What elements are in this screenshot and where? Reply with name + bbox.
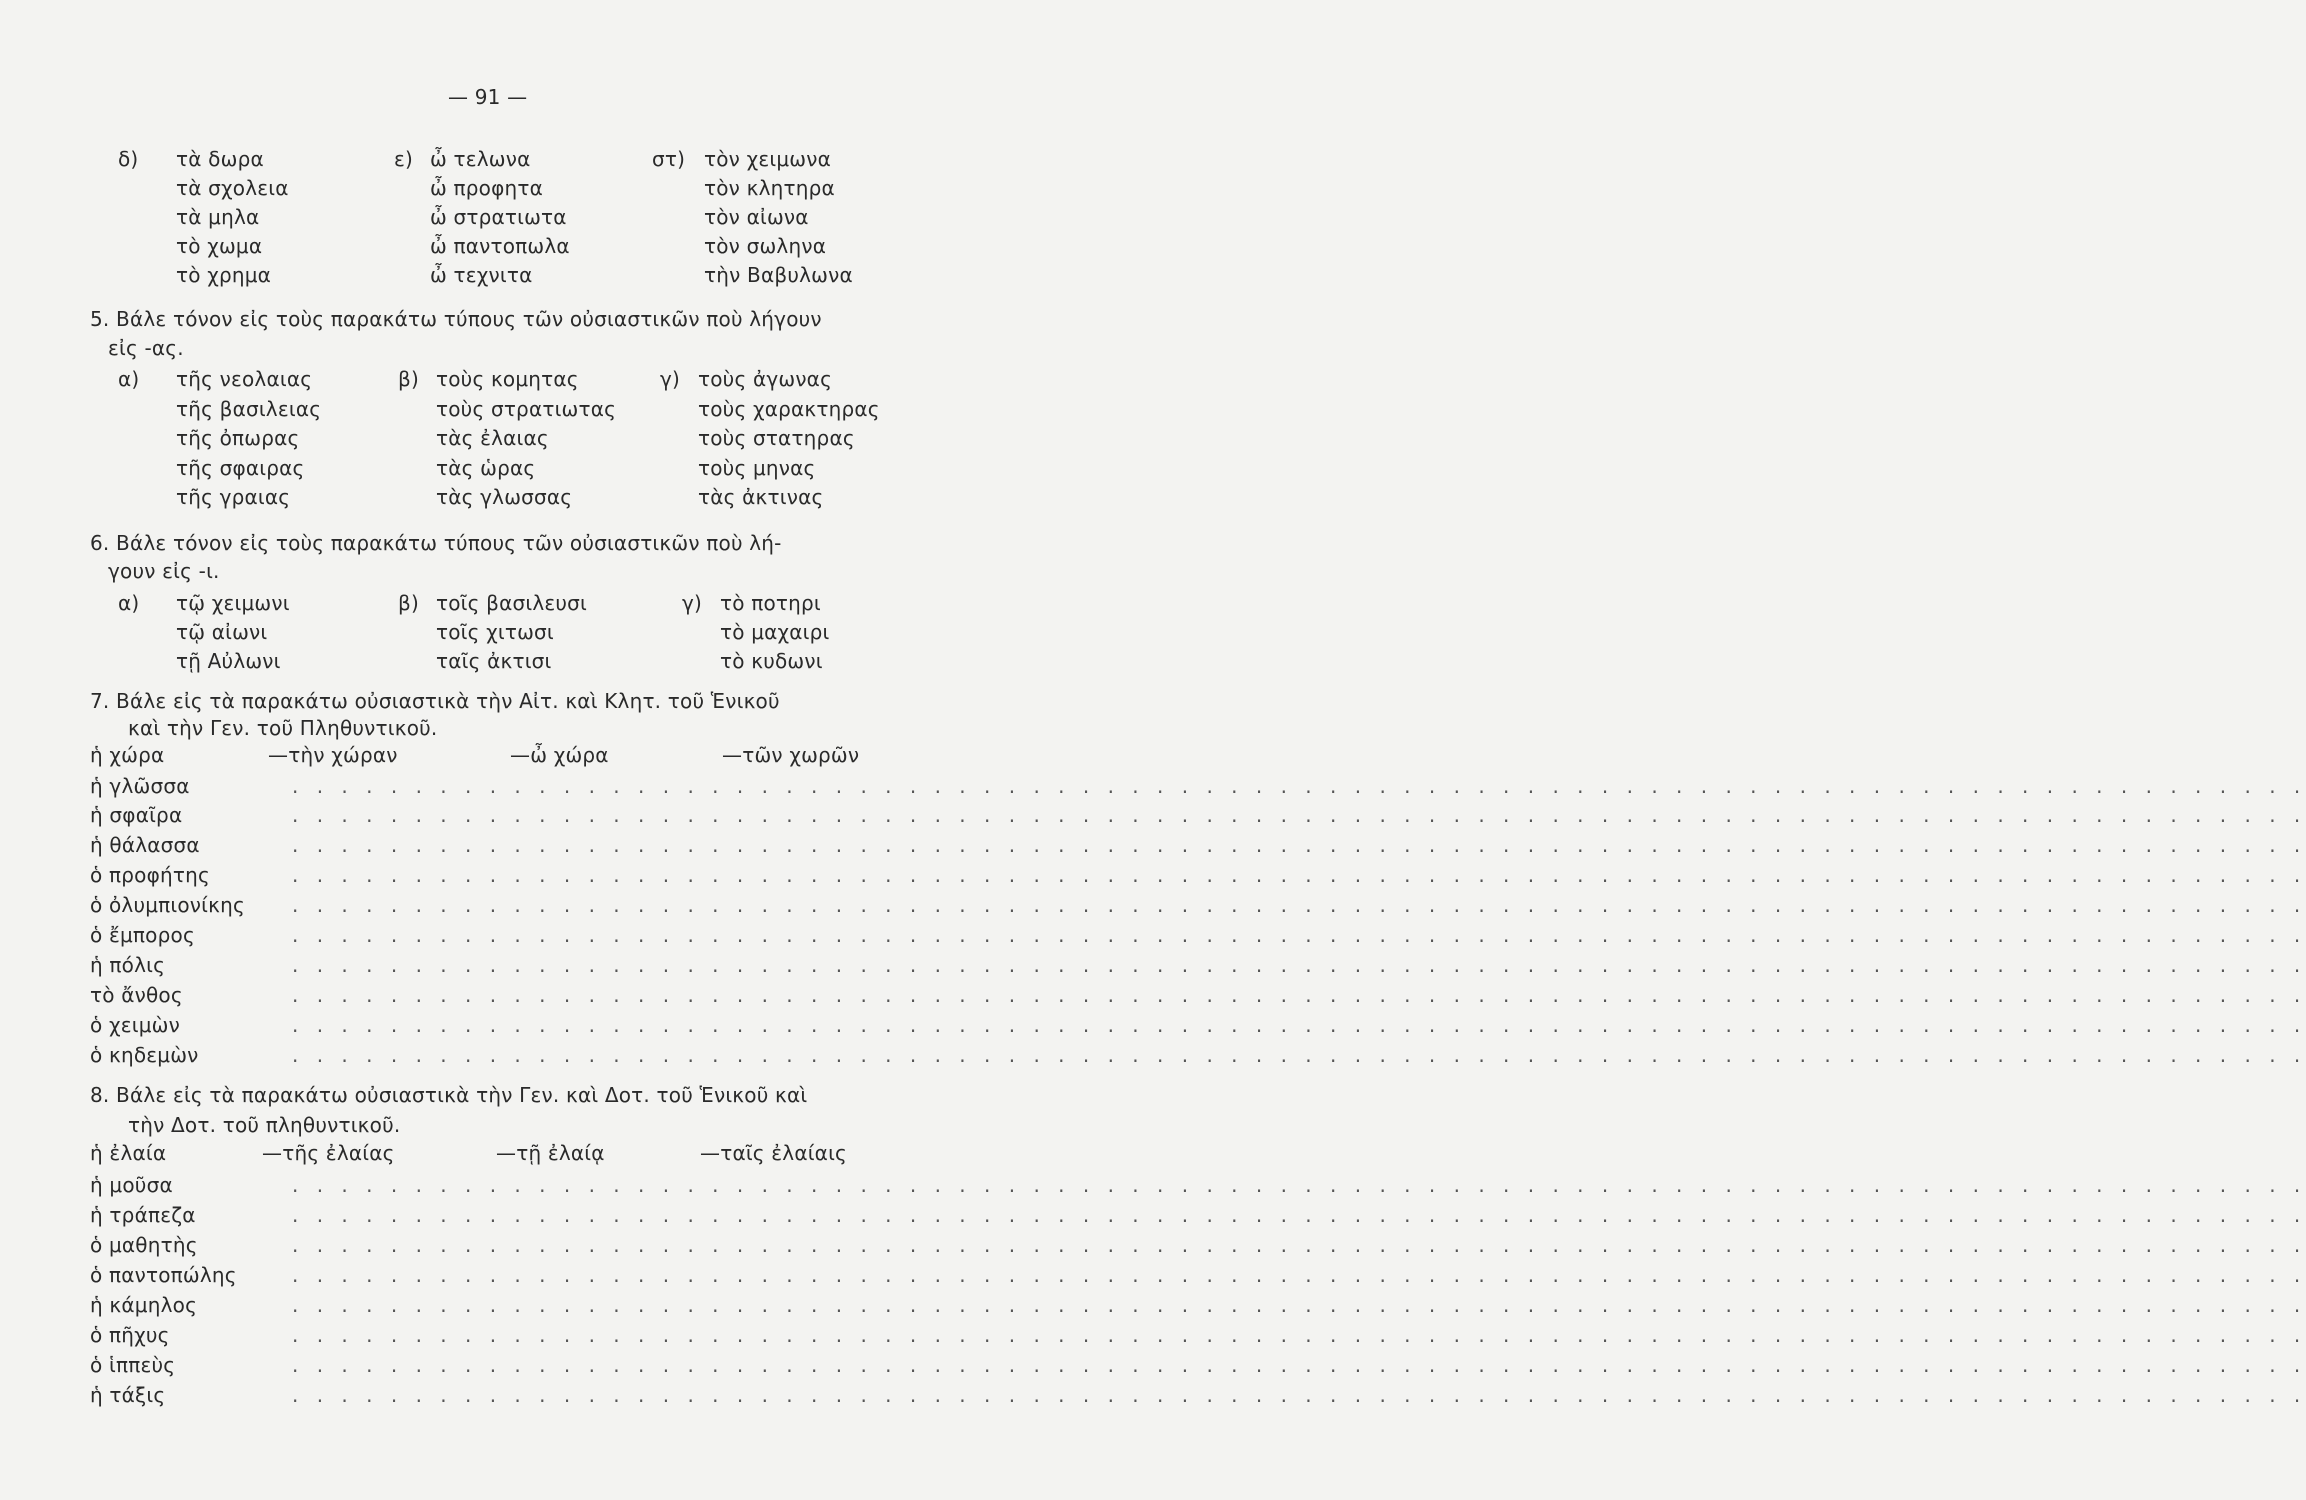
ex7-answer-line[interactable]: . . . . . . . . . . . . . . . . . . . . . . . . . . . . . . . . . . . . . . . . . . . . . . . . . . . . . . . . . . . . . . . . . . . . . . . . . . . . . . . . . . xyxy=(292,953,2306,977)
ex7-answer-line[interactable]: . . . . . . . . . . . . . . . . . . . . . . . . . . . . . . . . . . . . . . . . . . . . . . . . . . . . . . . . . . . . . . . . . . . . . . . . . . . . . . . . . . xyxy=(292,1043,2306,1067)
ex7-example-answer: —ὦ χώρα xyxy=(510,743,609,767)
ex5-b-item: τὰς ἐλαιας xyxy=(436,426,549,450)
ex8-answer-line[interactable]: . . . . . . . . . . . . . . . . . . . . . . . . . . . . . . . . . . . . . . . . . . . . . . . . . . . . . . . . . . . . . . . . . . . . . . . . . . . . . . . . . . xyxy=(292,1323,2306,1347)
ex4-st-label: στ) xyxy=(652,147,686,171)
ex7-answer-line[interactable]: . . . . . . . . . . . . . . . . . . . . . . . . . . . . . . . . . . . . . . . . . . . . . . . . . . . . . . . . . . . . . . . . . . . . . . . . . . . . . . . . . . xyxy=(292,983,2306,1007)
ex4-st-item: τὸν αἰωνα xyxy=(704,205,809,229)
ex4-e-item: ὦ τεχνιτα xyxy=(430,263,533,287)
ex6-c-item: τὸ ποτηρι xyxy=(720,591,821,615)
ex8-word: ὁ πῆχυς xyxy=(90,1323,170,1347)
ex6-a-label: α) xyxy=(118,591,140,615)
ex8-answer-line[interactable]: . . . . . . . . . . . . . . . . . . . . . . . . . . . . . . . . . . . . . . . . . . . . . . . . . . . . . . . . . . . . . . . . . . . . . . . . . . . . . . . . . . xyxy=(292,1233,2306,1257)
ex8-answer-line[interactable]: . . . . . . . . . . . . . . . . . . . . . . . . . . . . . . . . . . . . . . . . . . . . . . . . . . . . . . . . . . . . . . . . . . . . . . . . . . . . . . . . . . xyxy=(292,1353,2306,1377)
ex7-answer-line[interactable]: . . . . . . . . . . . . . . . . . . . . . . . . . . . . . . . . . . . . . . . . . . . . . . . . . . . . . . . . . . . . . . . . . . . . . . . . . . . . . . . . . . xyxy=(292,774,2306,798)
ex7-example-word: ἡ χώρα xyxy=(90,743,165,767)
ex4-e-label: ε) xyxy=(394,147,414,171)
ex5-c-label: γ) xyxy=(660,367,681,391)
ex5-c-item: τοὺς ἀγωνας xyxy=(698,367,833,391)
ex5-c-item: τοὺς μηνας xyxy=(698,456,816,480)
ex6-c-item: τὸ μαχαιρι xyxy=(720,620,830,644)
ex5-b-item: τοὺς κομητας xyxy=(436,367,579,391)
ex8-example-answer: —ταῖς ἐλαίαις xyxy=(700,1141,847,1165)
ex8-word: ὁ μαθητὴς xyxy=(90,1233,198,1257)
ex4-e-item: ὦ παντοπωλα xyxy=(430,234,570,258)
ex7-example-answer: —τῶν χωρῶν xyxy=(722,743,860,767)
ex5-instruction-line2: εἰς -ας. xyxy=(108,336,184,360)
ex7-word: ὁ προφήτης xyxy=(90,863,210,887)
ex8-word: ἡ μοῦσα xyxy=(90,1173,173,1197)
ex8-word: ὁ ἱππεὺς xyxy=(90,1353,176,1377)
ex8-word: ἡ τάξις xyxy=(90,1383,166,1407)
ex4-e-item: ὦ προφητα xyxy=(430,176,543,200)
ex5-b-item: τοὺς στρατιωτας xyxy=(436,397,617,421)
ex8-example-answer: —τῇ ἐλαίᾳ xyxy=(496,1141,605,1165)
page-number: — 91 — xyxy=(448,85,528,109)
ex7-answer-line[interactable]: . . . . . . . . . . . . . . . . . . . . . . . . . . . . . . . . . . . . . . . . . . . . . . . . . . . . . . . . . . . . . . . . . . . . . . . . . . . . . . . . . . xyxy=(292,923,2306,947)
ex7-word: ἡ γλῶσσα xyxy=(90,774,190,798)
ex7-answer-line[interactable]: . . . . . . . . . . . . . . . . . . . . . . . . . . . . . . . . . . . . . . . . . . . . . . . . . . . . . . . . . . . . . . . . . . . . . . . . . . . . . . . . . . xyxy=(292,833,2306,857)
ex4-d-item: τὰ μηλα xyxy=(176,205,260,229)
ex5-b-label: β) xyxy=(398,367,419,391)
ex6-b-item: τοῖς χιτωσι xyxy=(436,620,554,644)
ex6-b-item: ταῖς ἀκτισι xyxy=(436,649,552,673)
ex6-instruction-line1: 6. Βάλε τόνον εἰς τοὺς παρακάτω τύπους τῶν οὐσιαστικῶν ποὺ λή- xyxy=(90,531,782,555)
ex8-answer-line[interactable]: . . . . . . . . . . . . . . . . . . . . . . . . . . . . . . . . . . . . . . . . . . . . . . . . . . . . . . . . . . . . . . . . . . . . . . . . . . . . . . . . . . xyxy=(292,1383,2306,1407)
ex6-a-item: τῷ αἰωνι xyxy=(176,620,268,644)
ex4-st-item: τὸν κλητηρα xyxy=(704,176,835,200)
ex7-answer-line[interactable]: . . . . . . . . . . . . . . . . . . . . . . . . . . . . . . . . . . . . . . . . . . . . . . . . . . . . . . . . . . . . . . . . . . . . . . . . . . . . . . . . . . xyxy=(292,1013,2306,1037)
ex5-a-item: τῆς γραιας xyxy=(176,485,291,509)
ex5-a-label: α) xyxy=(118,367,140,391)
ex6-a-item: τῇ Αὐλωνι xyxy=(176,649,281,673)
ex7-word: ὁ ἔμπορος xyxy=(90,923,195,947)
ex4-st-item: τὸν σωληνα xyxy=(704,234,827,258)
ex7-word: ὁ ὀλυμπιονίκης xyxy=(90,893,245,917)
ex5-a-item: τῆς ὀπωρας xyxy=(176,426,300,450)
ex7-answer-line[interactable]: . . . . . . . . . . . . . . . . . . . . . . . . . . . . . . . . . . . . . . . . . . . . . . . . . . . . . . . . . . . . . . . . . . . . . . . . . . . . . . . . . . xyxy=(292,863,2306,887)
ex4-e-item: ὦ τελωνα xyxy=(430,147,531,171)
ex6-c-item: τὸ κυδωνι xyxy=(720,649,823,673)
ex7-instruction-line1: 7. Βάλε εἰς τὰ παρακάτω οὐσιαστικὰ τὴν Αἰτ. καὶ Κλητ. τοῦ Ἑνικοῦ xyxy=(90,689,780,713)
ex7-word: ἡ σφαῖρα xyxy=(90,803,183,827)
ex4-d-item: τὸ χωμα xyxy=(176,234,263,258)
ex7-example-answer: —τὴν χώραν xyxy=(268,743,398,767)
ex8-word: ἡ τράπεζα xyxy=(90,1203,196,1227)
ex5-instruction-line1: 5. Βάλε τόνον εἰς τοὺς παρακάτω τύπους τῶν οὐσιαστικῶν ποὺ λήγουν xyxy=(90,307,822,331)
ex7-word: τὸ ἄνθος xyxy=(90,983,183,1007)
ex8-answer-line[interactable]: . . . . . . . . . . . . . . . . . . . . . . . . . . . . . . . . . . . . . . . . . . . . . . . . . . . . . . . . . . . . . . . . . . . . . . . . . . . . . . . . . . xyxy=(292,1173,2306,1197)
ex5-c-item: τοὺς στατηρας xyxy=(698,426,855,450)
ex6-instruction-line2: γουν εἰς -ι. xyxy=(108,559,220,583)
ex7-answer-line[interactable]: . . . . . . . . . . . . . . . . . . . . . . . . . . . . . . . . . . . . . . . . . . . . . . . . . . . . . . . . . . . . . . . . . . . . . . . . . . . . . . . . . . xyxy=(292,893,2306,917)
ex5-c-item: τοὺς χαρακτηρας xyxy=(698,397,880,421)
ex5-a-item: τῆς βασιλειας xyxy=(176,397,322,421)
ex7-instruction-line2: καὶ τὴν Γεν. τοῦ Πληθυντικοῦ. xyxy=(128,716,438,740)
ex8-example-answer: —τῆς ἐλαίας xyxy=(262,1141,395,1165)
ex8-word: ἡ κάμηλος xyxy=(90,1293,198,1317)
ex8-instruction-line2: τὴν Δοτ. τοῦ πληθυντικοῦ. xyxy=(128,1113,401,1137)
ex7-word: ἡ πόλις xyxy=(90,953,166,977)
ex4-st-item: τὴν Βαβυλωνα xyxy=(704,263,853,287)
ex4-e-item: ὦ στρατιωτα xyxy=(430,205,567,229)
ex6-c-label: γ) xyxy=(682,591,703,615)
ex8-instruction-line1: 8. Βάλε εἰς τὰ παρακάτω οὐσιαστικὰ τὴν Γεν. καὶ Δοτ. τοῦ Ἑνικοῦ καὶ xyxy=(90,1083,808,1107)
ex6-b-label: β) xyxy=(398,591,419,615)
ex4-d-item: τὰ σχολεια xyxy=(176,176,289,200)
ex6-b-item: τοῖς βασιλευσι xyxy=(436,591,587,615)
ex5-b-item: τὰς γλωσσας xyxy=(436,485,573,509)
ex8-example-word: ἡ ἐλαία xyxy=(90,1141,167,1165)
ex5-c-item: τὰς ἀκτινας xyxy=(698,485,824,509)
ex5-a-item: τῆς σφαιρας xyxy=(176,456,305,480)
ex8-answer-line[interactable]: . . . . . . . . . . . . . . . . . . . . . . . . . . . . . . . . . . . . . . . . . . . . . . . . . . . . . . . . . . . . . . . . . . . . . . . . . . . . . . . . . . xyxy=(292,1263,2306,1287)
ex7-word: ἡ θάλασσα xyxy=(90,833,200,857)
ex7-word: ὁ χειμὼν xyxy=(90,1013,180,1037)
ex6-a-item: τῷ χειμωνι xyxy=(176,591,290,615)
ex8-answer-line[interactable]: . . . . . . . . . . . . . . . . . . . . . . . . . . . . . . . . . . . . . . . . . . . . . . . . . . . . . . . . . . . . . . . . . . . . . . . . . . . . . . . . . . xyxy=(292,1293,2306,1317)
ex8-word: ὁ παντοπώλης xyxy=(90,1263,237,1287)
ex7-answer-line[interactable]: . . . . . . . . . . . . . . . . . . . . . . . . . . . . . . . . . . . . . . . . . . . . . . . . . . . . . . . . . . . . . . . . . . . . . . . . . . . . . . . . . . xyxy=(292,803,2306,827)
ex4-st-item: τὸν χειμωνα xyxy=(704,147,831,171)
ex5-b-item: τὰς ὡρας xyxy=(436,456,536,480)
ex8-answer-line[interactable]: . . . . . . . . . . . . . . . . . . . . . . . . . . . . . . . . . . . . . . . . . . . . . . . . . . . . . . . . . . . . . . . . . . . . . . . . . . . . . . . . . . xyxy=(292,1203,2306,1227)
ex4-d-item: τὸ χρημα xyxy=(176,263,272,287)
ex5-a-item: τῆς νεολαιας xyxy=(176,367,313,391)
ex4-d-item: τὰ δωρα xyxy=(176,147,264,171)
ex4-d-label: δ) xyxy=(118,147,139,171)
ex7-word: ὁ κηδεμὼν xyxy=(90,1043,199,1067)
